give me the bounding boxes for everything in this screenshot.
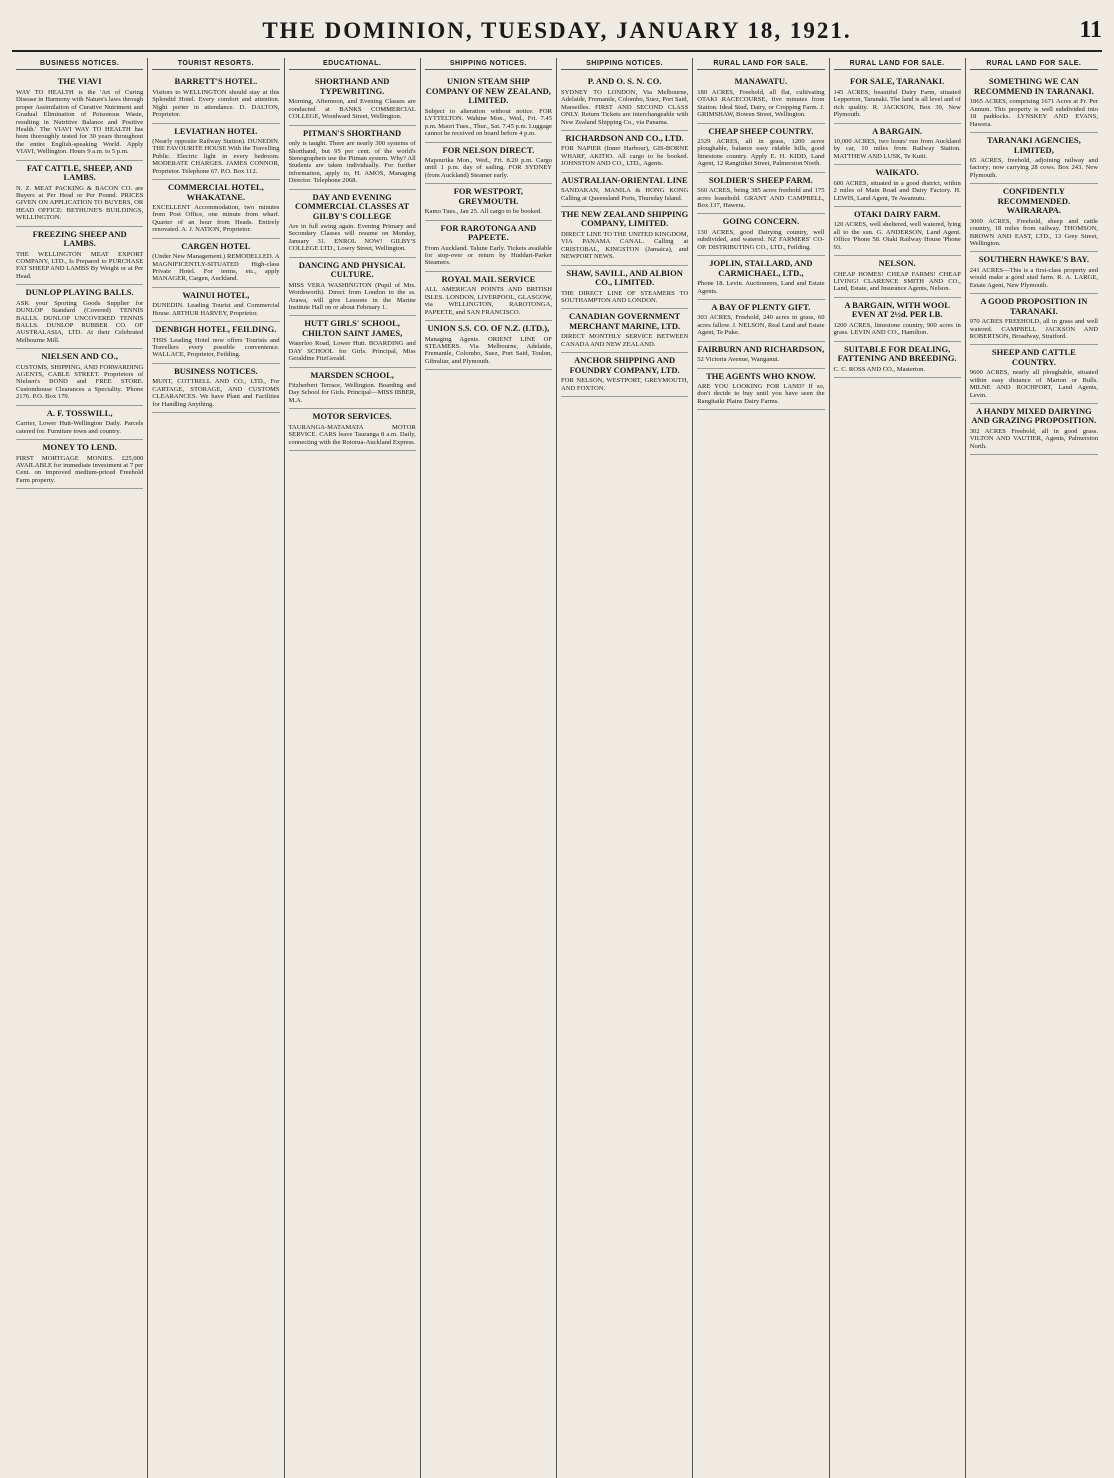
- column-7: [830, 58, 966, 1478]
- ad-heading: MOTOR SERVICES.: [312, 411, 392, 422]
- ad-heading: WAINUI HOTEL,: [182, 289, 250, 300]
- classified-ad: [425, 321, 552, 370]
- column-8: [966, 58, 1102, 1478]
- classified-ad: [561, 173, 688, 207]
- classified-ad: [561, 353, 688, 397]
- ad-heading: FAIRBURN AND RICHARDSON,: [697, 343, 825, 354]
- section-heading: SHIPPING NOTICES.: [561, 60, 688, 70]
- ad-heading: A. F. TOSSWILL,: [46, 407, 113, 418]
- ad-body: (Nearly opposite Railway Station). DUNEDIN. THE FAVOURITE HOUSE With the Travelling Public. Electric light in every bedroom. MODERATE CHARGES. JAMES CONNOR, Proprietor. Telephone 67. P.O. Box 112.: [152, 138, 280, 175]
- classified-ad: [289, 368, 416, 410]
- ad-heading: ROYAL MAIL SERVICE: [441, 273, 536, 284]
- ad-body: SANDAKAN, MANILA & HONG KONG Calling at Queensland Ports, Thursday Island.: [561, 187, 689, 202]
- ad-body: Morning, Afternoon, and Evening Classes are conducted at BANKS COMMERCIAL COLLEGE, Woodward Street, Wellington.: [288, 98, 416, 121]
- classified-ad: [970, 345, 1098, 404]
- ad-heading: THE VIAVI: [57, 76, 102, 87]
- classified-ad: [152, 180, 279, 239]
- ad-body: THIS Leading Hotel now offers Tourists and Travellers every possible convenience. WALLACE, Proprietor, Feilding.: [152, 336, 280, 359]
- classified-ad: [289, 74, 416, 125]
- classified-ad: [289, 258, 416, 317]
- ad-heading: CANADIAN GOVERNMENT MERCHANT MARINE, LTD.: [569, 311, 681, 331]
- classified-ad: [16, 74, 143, 160]
- ad-heading: DANCING AND PHYSICAL CULTURE.: [298, 259, 406, 280]
- ad-body: Phone 18. Levin. Auctioneers, Land and Estate Agents.: [697, 280, 825, 295]
- ad-heading: JOPLIN, STALLARD, AND CARMICHAEL, LTD.,: [709, 258, 813, 278]
- section-heading: SHIPPING NOTICES.: [425, 60, 552, 70]
- classified-ad: [561, 266, 688, 310]
- ad-heading: FAT CATTLE, SHEEP, AND LAMBS.: [26, 162, 133, 183]
- ad-body: TAURANGA-MATAMATA MOTOR SERVICE. CARS leave Tauranga 8 a.m. Daily, connecting with the Rotorua-Auckland Express.: [288, 423, 416, 446]
- ad-heading: RICHARDSON AND CO., LTD.: [565, 132, 684, 143]
- ad-body: 3069 ACRES, Freehold, sheep and cattle country, 18 miles from railway. THOMSON, BROWN AND EAST, LTD., 13 Grey Street, Wellington.: [969, 217, 1098, 247]
- classified-ad: [970, 404, 1098, 455]
- columns: [12, 58, 1102, 1478]
- ad-heading: SOUTHERN HAWKE'S BAY.: [978, 254, 1089, 265]
- ad-heading: MONEY TO LEND.: [42, 442, 117, 452]
- ad-heading: UNION S.S. CO. OF N.Z. (LTD.),: [427, 323, 550, 333]
- ad-heading: UNION STEAM SHIP COMPANY OF NEW ZEALAND, LIMITED.: [425, 76, 551, 106]
- ad-body: Mapourika Mon., Wed., Fri. 8.20 p.m. Cargo until 1 p.m. day of sailing. FOR SYDNEY (from Auckland) Steamer early.: [424, 157, 552, 179]
- ad-body: FOR NAPIER (Inner Harbour), GIS-BORNE WHARF, AKITIO. All cargo to be booked. JOHNSTON AND CO., LTD., Agents.: [561, 145, 689, 168]
- ad-heading: GOING CONCERN.: [722, 216, 800, 227]
- ad-heading: LEVIATHAN HOTEL: [174, 125, 258, 136]
- ad-body: FOR NELSON, WESTPORT, GREYMOUTH, AND FOXTON.: [561, 377, 689, 392]
- classified-ad: [697, 342, 824, 369]
- classified-ad: [970, 252, 1098, 294]
- ad-heading: SHORTHAND AND TYPEWRITING.: [314, 76, 390, 96]
- classified-ad: [289, 190, 416, 258]
- masthead: [12, 14, 1102, 52]
- ad-body: 145 ACRES, beautiful Dairy Farm, situated Lepperton, Taranaki. The land is all level and of rich quality. R. JACKSON, Box 39, New Plymouth.: [833, 88, 961, 119]
- classified-ad: [425, 74, 552, 142]
- ad-body: 10,000 ACRES, two hours' run from Auckland by car, 10 miles from Railway Station. MATTHEW AND LUSK, Te Kuiti.: [833, 138, 961, 160]
- ad-body: DIRECT MONTHLY SERVICE BETWEEN CANADA AND NEW ZEALAND.: [561, 333, 689, 348]
- classified-ad: [152, 74, 279, 123]
- classified-ad: [425, 221, 552, 272]
- classified-ad: [970, 294, 1098, 345]
- ad-body: 180 ACRES, Freehold, all flat, cultivating OTAKI RACECOURSE, five minutes from Station. Ideal Stud, Dairy, or Cropping Farm. J. GRIMSHAW, Bowen Street, Wellington.: [697, 88, 825, 119]
- ad-body: FIRST MORTGAGE MONIES. £25,000 AVAILABLE for immediate investment at 7 per Cent. on improved medium-priced Freehold Farm property.: [16, 454, 144, 484]
- ad-body: CHEAP HOMES! CHEAP FARMS! CHEAP LIVING! CLARENCE SMITH AND CO., Land, Estate, and Insurance Agents, Nelson.: [833, 270, 961, 293]
- classified-ad: [834, 207, 961, 256]
- ad-body: DIRECT LINE TO THE UNITED KINGDOM, VIA PANAMA CANAL. Calling at CRISTOBAL, KINGSTON (Jamaica), and NEWPORT NEWS.: [561, 230, 689, 261]
- classified-ad: [152, 239, 279, 288]
- classified-ad: [561, 131, 688, 173]
- classified-ad: [425, 143, 552, 185]
- classified-ad: [697, 124, 824, 173]
- ad-body: ARE YOU LOOKING FOR LAND? If so, don't decide to buy until you have seen the Rangitaiki Plains Dairy Farms.: [697, 383, 825, 405]
- section-heading: RURAL LAND FOR SALE.: [697, 60, 824, 70]
- ad-body: Fitzherbert Terrace, Wellington. Boarding and Day School for Girls. Principal—MISS IBBER, M.A.: [288, 382, 416, 404]
- ad-heading: CHEAP SHEEP COUNTRY.: [708, 125, 814, 136]
- ad-body: (Under New Management.) REMODELLED. A MAGNIFICENTLY-SITUATED High-class Private Hotel. For terms, etc., apply MANAGER, Cargen, Auckland.: [152, 253, 280, 283]
- ad-heading: CARGEN HOTEL: [181, 240, 251, 251]
- ad-heading: A BAY OF PLENTY GIFT.: [711, 301, 811, 312]
- classified-ad: [970, 184, 1098, 252]
- classified-ad: [561, 74, 688, 131]
- ad-body: WAY TO HEALTH is the 'Art of Curing Disease in Harmony with Nature's laws through proper Assimilation of Curative Nutriment and Gradual Elimination of Poisonous Waste, resulting in Nutritive Balance and Positive Health.' The VIAVI WAY TO HEALTH has been thoroughly tested for 30 years throughout the entire English-speaking World. Apply VIAVI, Wellington. Hours 9 a.m. to 5 p.m.: [16, 88, 144, 156]
- classified-ad: [425, 184, 552, 220]
- column-6: [693, 58, 829, 1478]
- ad-heading: AUSTRALIAN-ORIENTAL LINE: [561, 174, 688, 185]
- classified-ad: [152, 288, 279, 322]
- classified-ad: [834, 342, 961, 378]
- masthead-title: THE DOMINION, TUESDAY, JANUARY 18, 1921.: [262, 18, 852, 43]
- ad-body: Subject to alteration without notice. FOR LYTTELTON. Wahine Mon., Wed., Fri. 7.45 p.m. Maori Tues., Thur., Sat. 7.45 p.m. Luggage cannot be received on board before 4 p.m.: [424, 107, 552, 138]
- column-3: [285, 58, 421, 1478]
- ad-heading: MARSDEN SCHOOL,: [310, 369, 394, 380]
- classified-ad: [16, 161, 143, 227]
- classified-ad: [834, 74, 961, 123]
- section-heading: EDUCATIONAL.: [289, 60, 416, 70]
- ad-body: 970 ACRES FREEHOLD, all in grass and well watered. CAMPBELL JACKSON AND ROBERTSON, Broadway, Stratford.: [969, 318, 1098, 340]
- ad-body: MUNT, COTTRELL AND CO., LTD., For CARTAGE, STORAGE, AND CUSTOMS CLEARANCES. We have Plant and Facilities for Handling Anything.: [152, 378, 280, 408]
- ad-body: Managing Agents. ORIENT LINE OF STEAMERS. Via Melbourne, Adelaide, Fremantle, Colombo, Suez, Port Said, Toulon, Gibraltar, and Plymouth.: [424, 335, 552, 365]
- ad-body: 1865 ACRES, comprising 1671 Acres at Fr. Per Annum. This property is well subdivided into 18 paddocks. LYNSKEY AND EVANS, Hawera.: [969, 98, 1098, 128]
- ad-body: 302 ACRES Freehold, all in good grass. VILTON AND VAUTIER, Agents, Palmerston North.: [969, 427, 1098, 450]
- ad-heading: FOR WESTPORT, GREYMOUTH.: [453, 186, 524, 206]
- ad-heading: A HANDY MIXED DAIRYING AND GRAZING PROPOSITION.: [971, 405, 1097, 426]
- ad-body: 1200 ACRES, limestone country, 900 acres in grass. LEVIN AND CO., Hamilton.: [833, 321, 961, 337]
- ad-heading: WAIKATO.: [875, 167, 919, 178]
- classified-ad: [561, 309, 688, 353]
- page-number: 11: [1079, 17, 1102, 43]
- ad-heading: OTAKI DAIRY FARM.: [854, 208, 941, 219]
- classified-ad: [16, 227, 143, 286]
- classified-ad: [697, 214, 824, 256]
- classified-ad: [16, 406, 143, 440]
- ad-body: DUNEDIN. Leading Tourist and Commercial House. ARTHUR HARVEY, Proprietor.: [152, 302, 280, 317]
- ad-heading: FREEZING SHEEP AND LAMBS.: [32, 228, 127, 249]
- ad-heading: THE NEW ZEALAND SHIPPING COMPANY, LIMITED.: [561, 208, 689, 229]
- ad-body: 65 ACRES, freehold, adjoining railway and factory; now carrying 28 cows. Box 243. New Plymouth.: [969, 157, 1098, 179]
- ad-body: CUSTOMS, SHIPPING, AND FORWARDING AGENTS, CABLE STREET. Proprietors of Nielsen's BOND and FREE STORE. Customhouse Clearances a Speciality. 'Phone 2176. P.O. Box 179.: [16, 363, 144, 401]
- ad-heading: FOR NELSON DIRECT.: [442, 144, 535, 155]
- classified-ad: [970, 74, 1098, 133]
- classified-ad: [697, 256, 824, 300]
- classified-ad: [697, 300, 824, 342]
- ad-body: 9600 ACRES, nearly all ploughable, situated within easy distance of Marton or Bulls. MILNE AND ROCHFORT, Land Agents, Levin.: [969, 369, 1098, 399]
- ad-body: Carrier, Lower Hutt-Wellington Daily. Parcels catered for. Furniture town and country.: [16, 420, 144, 435]
- ad-heading: MANAWATU.: [734, 76, 788, 87]
- classified-ad: [16, 285, 143, 349]
- ad-body: 120 ACRES, well sheltered, well watered, lying all to the sun. G. ANDERSON, Land Agent. Office 'Phone 58. Otaki Railway House 'Phone 93.: [833, 221, 961, 251]
- ad-heading: SHAW, SAVILL, AND ALBION CO., LIMITED.: [566, 267, 683, 288]
- classified-ad: [697, 173, 824, 215]
- ad-body: THE DIRECT LINE OF STEAMERS TO SOUTHAMPTON AND LONDON.: [561, 289, 689, 304]
- ad-heading: CONFIDENTLY RECOMMENDED. WAIRARAPA.: [997, 186, 1071, 216]
- ad-heading: A BARGAIN, WITH WOOL EVEN AT 2½d. PER LB.: [844, 299, 950, 320]
- ad-heading: BARRETT'S HOTEL.: [174, 76, 258, 87]
- classified-ad: [834, 298, 961, 342]
- column-4: [421, 58, 557, 1478]
- ad-body: 52 Victoria Avenue, Wanganui.: [697, 356, 780, 364]
- ad-body: SYDNEY TO LONDON, Via Melbourne, Adelaide, Fremantle, Colombo, Suez, Port Said, Marseilles. FIRST AND SECOND CLASS ONLY. Return Tickets are interchangeable with New Zealand Shipping Co., via Panama.: [561, 88, 689, 126]
- classified-ad: [289, 316, 416, 367]
- ad-heading: NIELSEN AND CO.,: [41, 351, 118, 362]
- ad-body: 130 ACRES, good Dairying country, well subdivided, and watered. NZ FARMERS' CO-OP. DISTRIBUTING CO., LTD., Feilding.: [697, 228, 825, 251]
- classified-ad: [16, 440, 143, 489]
- ad-body: 2329 ACRES, all in grass, 1200 acres ploughable, balance easy ridable hills, good limestone country. Apply E. H. KIDD, Land Agent, 12 Rangitikei Street, Palmerston North.: [697, 138, 825, 168]
- classified-ad: [834, 124, 961, 166]
- ad-body: 303 ACRES, Freehold, 240 acres in grass, 60 acres fallow. J. NELSON, Real Land and Estate Agent, Te Puke.: [697, 314, 825, 337]
- ad-heading: A GOOD PROPOSITION IN TARANAKI.: [980, 296, 1088, 316]
- classified-ad: [834, 256, 961, 298]
- classified-ad: [289, 126, 416, 190]
- ad-heading: FOR RAROTONGA AND PAPEETE.: [440, 222, 537, 243]
- ad-heading: COMMERCIAL HOTEL, WHAKATANE.: [167, 182, 264, 202]
- column-5: [557, 58, 693, 1478]
- section-heading: BUSINESS NOTICES.: [16, 60, 143, 70]
- ad-heading: SOMETHING WE CAN RECOMMEND IN TARANAKI.: [973, 76, 1094, 96]
- ad-heading: DENBIGH HOTEL, FEILDING.: [155, 324, 277, 335]
- ad-body: Are in full swing again. Evening Primary and Secondary Classes will resume on Monday, January 31. ENROL NOW! GILBY'S COLLEGE LTD., Lowry Street, Wellington.: [288, 223, 416, 253]
- ad-body: Kamo Tues., Jan 25. All cargo to be booked.: [424, 208, 542, 216]
- classified-ad: [970, 133, 1098, 184]
- ad-body: MISS VERA WASHINGTON (Pupil of Mrs. Wordsworth). Direct from London to the ss. Arawa, will give Lessons in the Marine Institute Hall on or about February 1.: [288, 281, 416, 311]
- ad-heading: P. AND O. S. N. CO.: [587, 76, 662, 87]
- classified-ad: [425, 272, 552, 321]
- ad-heading: SHEEP AND CATTLE COUNTRY.: [991, 347, 1076, 367]
- ad-body: C. C. ROSS AND CO., Masterton.: [833, 365, 926, 373]
- column-2: [148, 58, 284, 1478]
- classified-ad: [697, 369, 824, 411]
- ad-heading: DUNLOP PLAYING BALLS.: [25, 287, 134, 298]
- ad-body: 560 ACRES, being 385 acres freehold and 175 acres leasehold. GRANT AND CAMPBELL, Box 137, Hawera.: [697, 187, 825, 209]
- ad-body: ALL AMERICAN POINTS AND BRITISH ISLES. LONDON, LIVERPOOL, GLASGOW, via WELLINGTON, RAROTONGA, PAPEETE, and SAN FRANCISCO.: [424, 286, 552, 316]
- ad-heading: SOLDIER'S SHEEP FARM.: [708, 174, 813, 185]
- ad-heading: DAY AND EVENING COMMERCIAL CLASSES AT GILBY'S COLLEGE: [295, 191, 410, 221]
- ad-body: Visitors to WELLINGTON should stay at this Splendid Hotel. Every comfort and attention. Night porter in attendance. D. DALTON, Proprietor.: [152, 88, 280, 119]
- ad-body: 241 ACRES—This is a first-class property and would make a good stud farm. R. A. LARGE, Estate Agent, New Plymouth.: [969, 266, 1098, 289]
- section-heading: RURAL LAND FOR SALE.: [834, 60, 961, 70]
- section-heading: RURAL LAND FOR SALE.: [970, 60, 1098, 70]
- classified-ad: [16, 349, 143, 406]
- ad-heading: SUITABLE FOR DEALING, FATTENING AND BREEDING.: [837, 343, 957, 364]
- classified-ad: [152, 124, 279, 181]
- ad-heading: FOR SALE, TARANAKI.: [850, 76, 945, 87]
- classified-ad: [697, 74, 824, 123]
- classified-ad: [834, 165, 961, 207]
- ad-heading: A BARGAIN.: [872, 125, 923, 136]
- ad-body: ASK your Sporting Goods Supplier for DUNLOP Standard (Covered) TENNIS BALLS. DUNLOP UNCOVERED TENNIS BALLS. DUNLOP RUBBER CO. OF AUSTRALASIA, LTD. At their Celebrated Melbourne Mill.: [16, 299, 144, 344]
- ad-body: EXCELLENT Accommodation, two minutes from Post Office, one minute from wharf. Quarter of an hour from Heads. Entirely renovated. A. J. NATION, Proprietor.: [152, 204, 280, 234]
- ad-body: 600 ACRES, situated in a good district, within 2 miles of Main Road and Dairy Factory. H. LEWIS, Land Agent, Te Awamutu.: [833, 179, 961, 202]
- ad-body: N. Z. MEAT PACKING & BACON CO. are Buyers at Per Head or Per Pound. PRICES GIVEN ON APPLICATION TO BUYERS, OR HEAD OFFICE: BETHUNE'S BUILDINGS, WELLINGTON.: [16, 184, 144, 222]
- section-heading: TOURIST RESORTS.: [152, 60, 279, 70]
- ad-heading: BUSINESS NOTICES.: [174, 365, 258, 376]
- column-1: [12, 58, 148, 1478]
- ad-heading: TARANAKI AGENCIES, LIMITED,: [986, 135, 1081, 155]
- ad-body: Waterloo Road, Lower Hutt. BOARDING and DAY SCHOOL for Girls. Principal, Miss Geraldine FitzGerald.: [288, 340, 416, 363]
- ad-heading: PITMAN'S SHORTHAND: [303, 127, 402, 138]
- classified-ad: [152, 322, 279, 364]
- ad-body: only is taught. There are nearly 300 systems of Shorthand, but 95 per cent. of the world's Stenographers use the Pitman system. Why? All Students are taken individually. For further information, apply to, H. AMOS, Managing Director. Telephone 2068.: [288, 140, 416, 185]
- ad-heading: ANCHOR SHIPPING AND FOUNDRY COMPANY, LTD.: [569, 355, 680, 375]
- classified-ad: [289, 409, 416, 451]
- ad-heading: THE AGENTS WHO KNOW.: [706, 370, 816, 381]
- ad-heading: HUTT GIRLS' SCHOOL, CHILTON SAINT JAMES,: [302, 318, 403, 338]
- ad-body: THE WELLINGTON MEAT EXPORT COMPANY, LTD., Is Prepared to PURCHASE FAT SHEEP AND LAMBS By Weight or at Per Head.: [16, 250, 144, 280]
- classified-ad: [561, 207, 688, 266]
- ad-heading: NELSON.: [878, 258, 916, 269]
- classified-ad: [152, 364, 279, 413]
- ad-body: From Auckland. Talune Early. Tickets available for stop-over or return by Huddart-Parker Steamers.: [424, 244, 552, 267]
